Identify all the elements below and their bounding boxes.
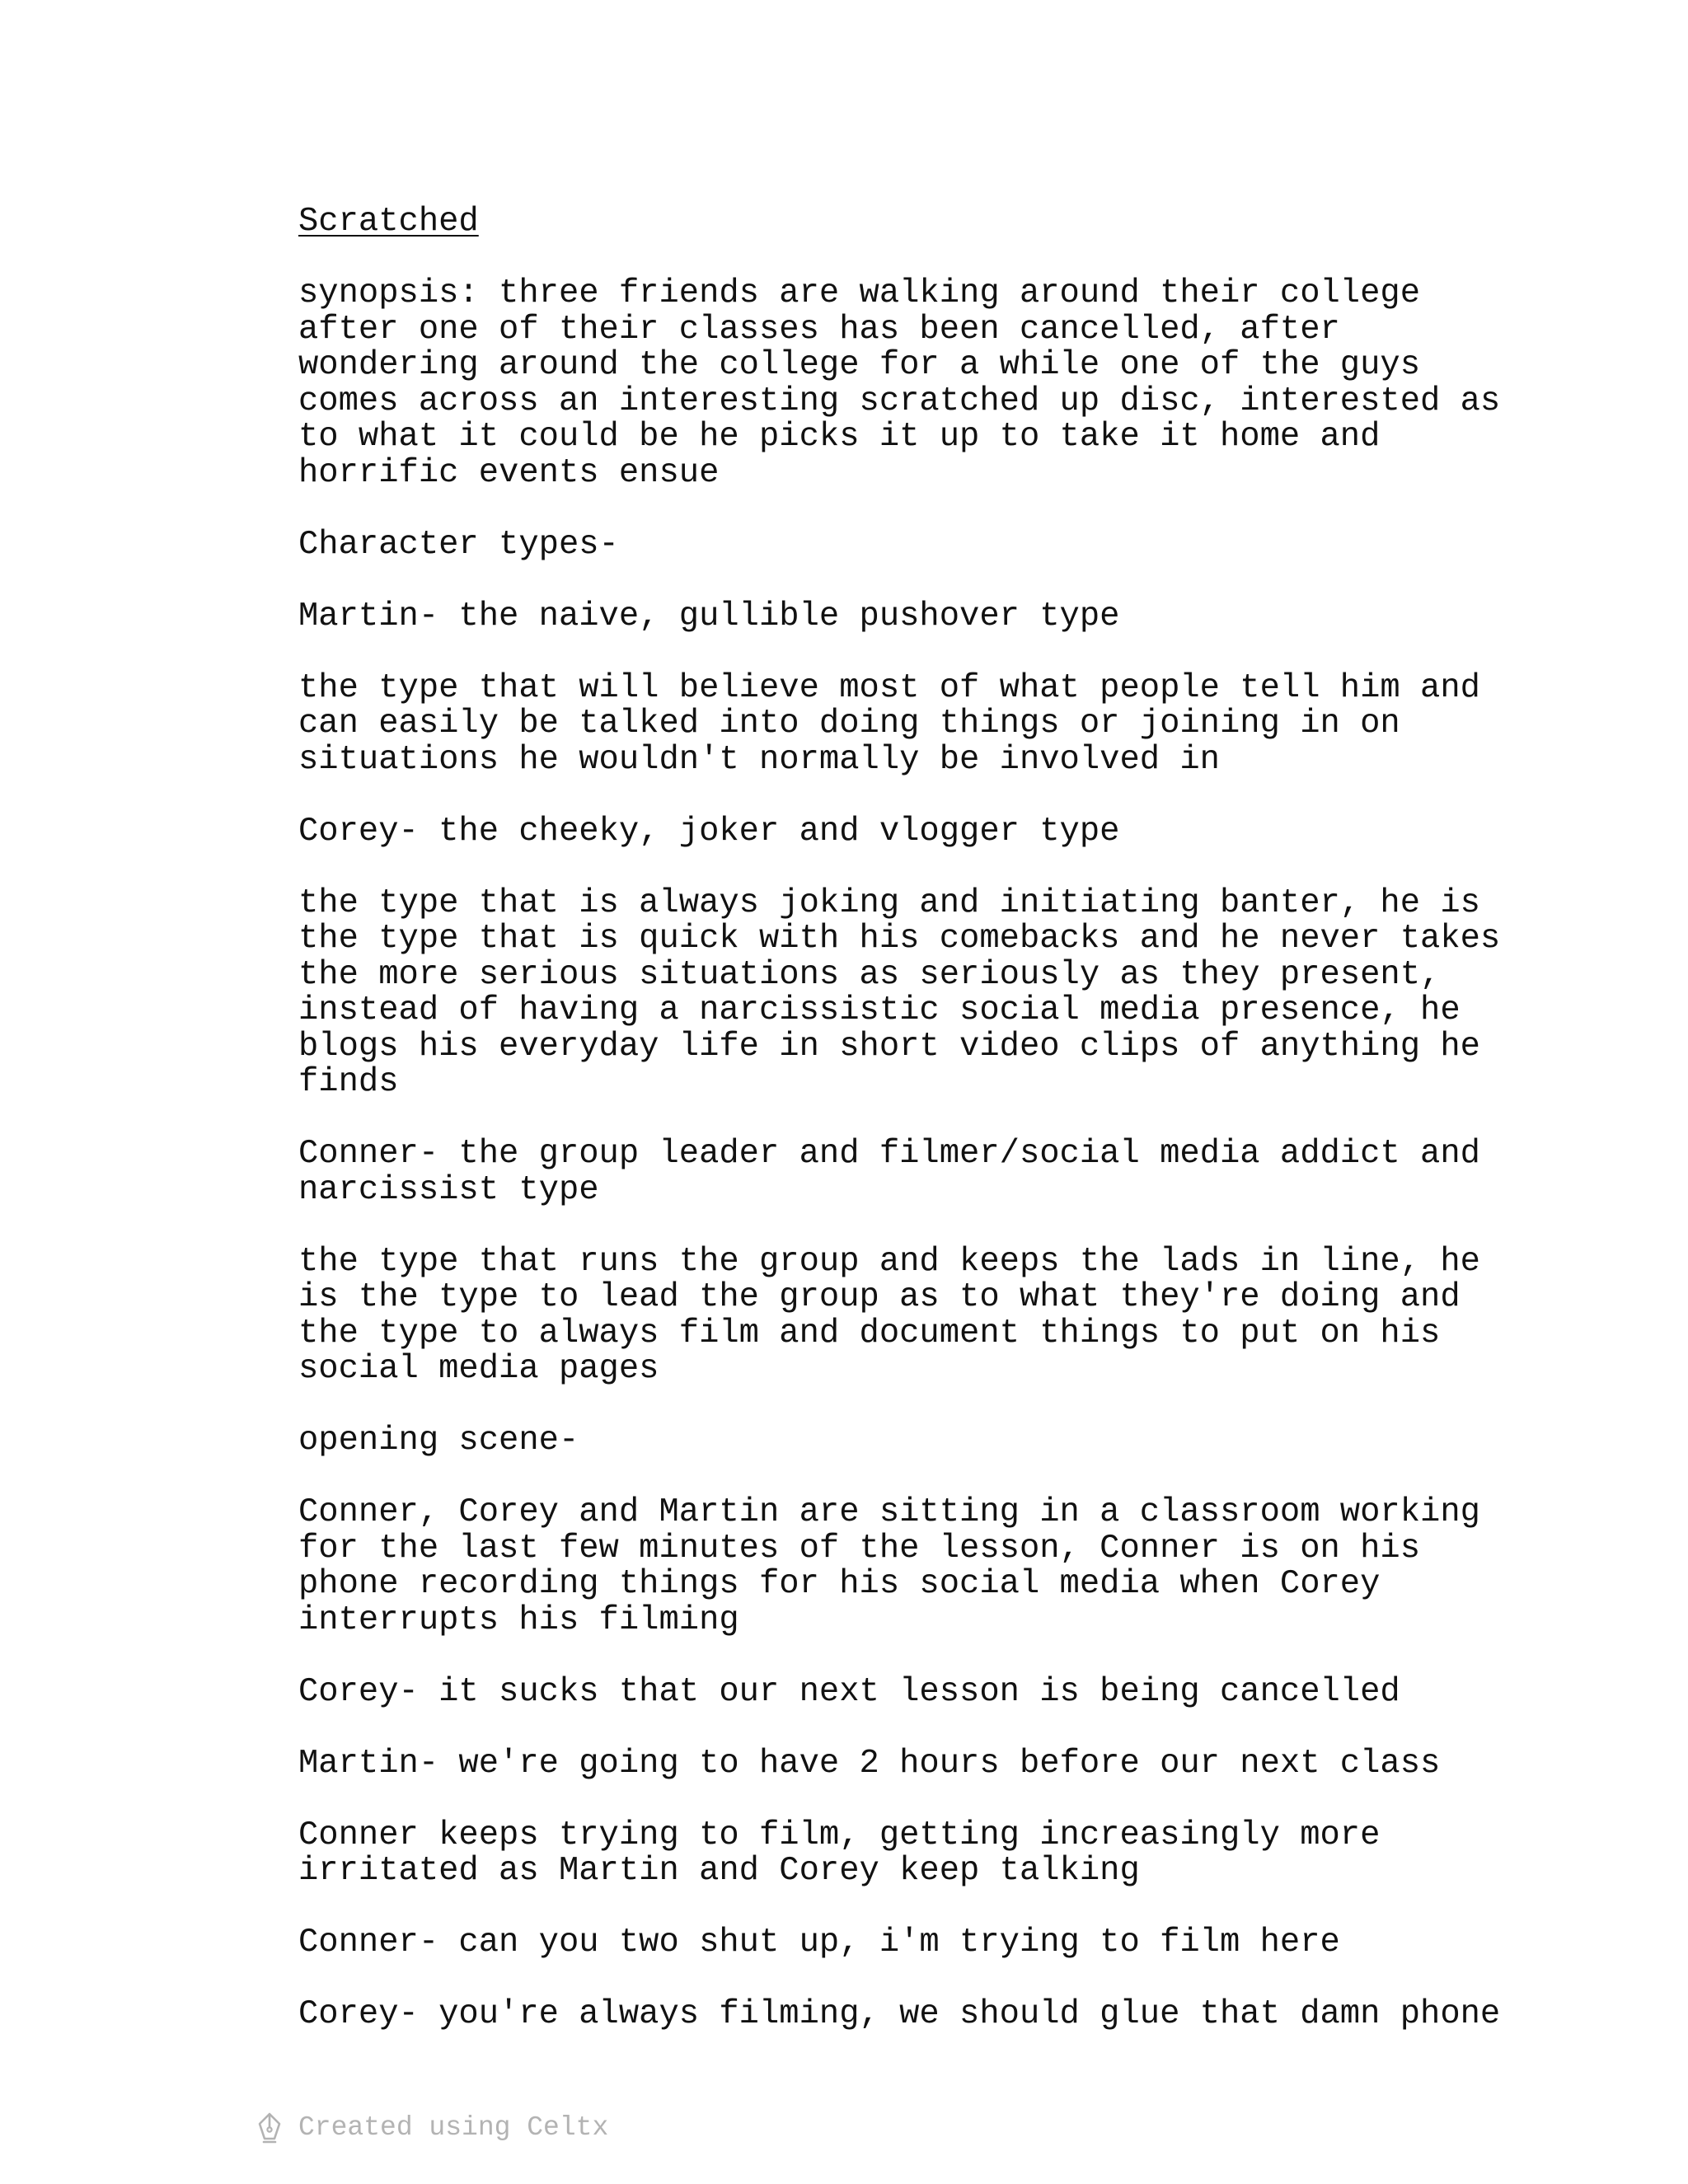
scene-action-paragraph: Conner keeps trying to film, getting increasingly more irritated as Martin and Corey keep talking [298,1816,1381,1890]
dialogue-line: Martin- we're going to have 2 hours before our next class [298,1744,1441,1783]
character-martin-description: the type that will believe most of what people tell him and can easily be talked into doing things or joining in on situations he wouldn't normally be involved in [298,668,1480,779]
character-conner-description: the type that runs the group and keeps the lads in line, he is the type to lead the group as to what they're doing and the type to always film and document things to put on his social media pages [298,1242,1480,1388]
celtx-pen-icon [256,2111,284,2144]
character-corey: Corey- the cheeky, joker and vlogger type [298,812,1120,851]
dialogue-line: Corey- you're always filming, we should glue that damn phone [298,1995,1501,2033]
document-title: Scratched [298,203,479,241]
script-page [298,204,1502,2069]
character-types-heading: Character types- [298,525,619,564]
dialogue-line: Corey- it sucks that our next lesson is being cancelled [298,1672,1400,1711]
synopsis-paragraph: synopsis: three friends are walking around their college after one of their classes has been cancelled, after wondering around the college for a while one of the guys comes across an interesting scratched up disc, interested as to what it could be he picks it up to take it home and horrific events ensue [298,274,1501,492]
character-corey-description: the type that is always joking and initiating banter, he is the type that is quick with his comebacks and he never takes the more serious situations as seriously as they present, instead of having a narcissistic social media presence, he blogs his everyday life in short video clips of anything he finds [298,883,1501,1101]
scene-action-paragraph: Conner, Corey and Martin are sitting in a classroom working for the last few minutes of the lesson, Conner is on his phone recording things for his social media when Corey interrupts his filming [298,1493,1480,1639]
dialogue-line: Conner- can you two shut up, i'm trying to film here [298,1924,1340,1961]
celtx-footer [256,2111,608,2144]
character-martin: Martin- the naive, gullible pushover type [298,597,1120,635]
character-conner: Conner- the group leader and filmer/social media addict and narcissist type [298,1135,1480,1209]
opening-scene-heading: opening scene- [298,1422,579,1460]
footer-text: Created using Celtx [298,2112,609,2143]
